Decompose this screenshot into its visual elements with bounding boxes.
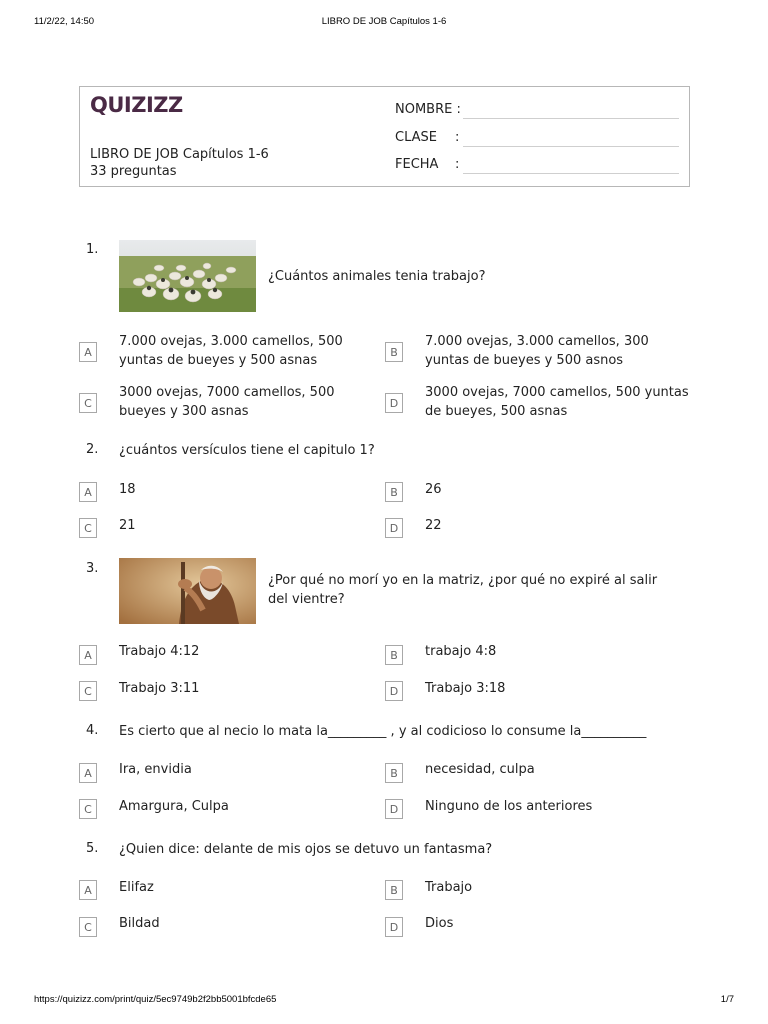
date-colon: : [455, 157, 460, 172]
question-text: ¿Por qué no morí yo en la matriz, ¿por qué no expiré al salir del vientre? [268, 573, 658, 607]
question-text: ¿cuántos versículos tiene el capitulo 1? [119, 443, 375, 458]
page-number: 1/7 [720, 994, 734, 1005]
sheep-flock-image [119, 240, 256, 312]
option-c-box[interactable]: C [79, 917, 97, 937]
option-a-box[interactable]: A [79, 880, 97, 900]
option-c-box[interactable]: C [79, 518, 97, 538]
option-d-box[interactable]: D [385, 518, 403, 538]
option-c-text: 21 [119, 518, 136, 533]
question-number: 5. [86, 841, 99, 856]
question-number: 4. [86, 723, 99, 738]
option-c-box[interactable]: C [79, 393, 97, 413]
option-d-box[interactable]: D [385, 799, 403, 819]
option-b-box[interactable]: B [385, 482, 403, 502]
option-b-text: 7.000 ovejas, 3.000 camellos, 300 yuntas de bueyes y 500 asnos [425, 334, 649, 368]
print-url[interactable]: https://quizizz.com/print/quiz/5ec9749b2f2bb5001bfcde65 [34, 994, 277, 1005]
option-a-box[interactable]: A [79, 763, 97, 783]
question-number: 3. [86, 561, 99, 576]
option-b-box[interactable]: B [385, 342, 403, 362]
option-a-text: Ira, envidia [119, 762, 192, 777]
question-text: ¿Quien dice: delante de mis ojos se detuvo un fantasma? [119, 842, 493, 857]
option-c-text: 3000 ovejas, 7000 camellos, 500 bueyes y 300 asnas [119, 385, 335, 419]
option-a-box[interactable]: A [79, 342, 97, 362]
option-a-box[interactable]: A [79, 645, 97, 665]
option-d-box[interactable]: D [385, 393, 403, 413]
option-b-text: Trabajo [425, 880, 473, 895]
question-count: 33 preguntas [90, 164, 177, 179]
option-b-text: 26 [425, 482, 442, 497]
quiz-header-box [79, 86, 690, 187]
option-d-text: Ninguno de los anteriores [425, 799, 593, 814]
quiz-title: LIBRO DE JOB Capítulos 1-6 [90, 147, 269, 162]
option-d-text: 3000 ovejas, 7000 camellos, 500 yuntas de bueyes, 500 asnas [425, 385, 689, 419]
option-c-text: Bildad [119, 916, 160, 931]
option-c-box[interactable]: C [79, 799, 97, 819]
question-number: 2. [86, 442, 99, 457]
class-label: CLASE [395, 130, 437, 145]
quizizz-logo: QUIZIZZ [90, 93, 183, 117]
class-input-line[interactable] [463, 146, 679, 147]
question-number: 1. [86, 242, 99, 257]
option-b-text: trabajo 4:8 [425, 644, 497, 659]
option-b-box[interactable]: B [385, 880, 403, 900]
name-label: NOMBRE : [395, 102, 461, 117]
option-a-text: Elifaz [119, 880, 154, 895]
option-a-box[interactable]: A [79, 482, 97, 502]
option-d-text: Trabajo 3:18 [425, 681, 506, 696]
job-painting-image [119, 558, 256, 624]
option-b-box[interactable]: B [385, 763, 403, 783]
print-title: LIBRO DE JOB Capítulos 1-6 [321, 16, 447, 27]
date-input-line[interactable] [463, 173, 679, 174]
date-label: FECHA [395, 157, 439, 172]
option-c-box[interactable]: C [79, 681, 97, 701]
option-d-text: 22 [425, 518, 442, 533]
option-a-text: 18 [119, 482, 136, 497]
option-b-box[interactable]: B [385, 645, 403, 665]
question-text: ¿Cuántos animales tenia trabajo? [268, 269, 486, 284]
print-datetime: 11/2/22, 14:50 [34, 16, 95, 27]
option-b-text: necesidad, culpa [425, 762, 535, 777]
name-input-line[interactable] [463, 118, 679, 119]
option-d-box[interactable]: D [385, 917, 403, 937]
option-d-text: Dios [425, 916, 454, 931]
option-a-text: 7.000 ovejas, 3.000 camellos, 500 yuntas de bueyes y 500 asnas [119, 334, 343, 368]
option-d-box[interactable]: D [385, 681, 403, 701]
option-a-text: Trabajo 4:12 [119, 644, 200, 659]
option-c-text: Trabajo 3:11 [119, 681, 200, 696]
class-colon: : [455, 130, 460, 145]
question-text: Es cierto que al necio lo mata la_________ , y al codicioso lo consume la__________ [119, 724, 647, 739]
option-c-text: Amargura, Culpa [119, 799, 229, 814]
